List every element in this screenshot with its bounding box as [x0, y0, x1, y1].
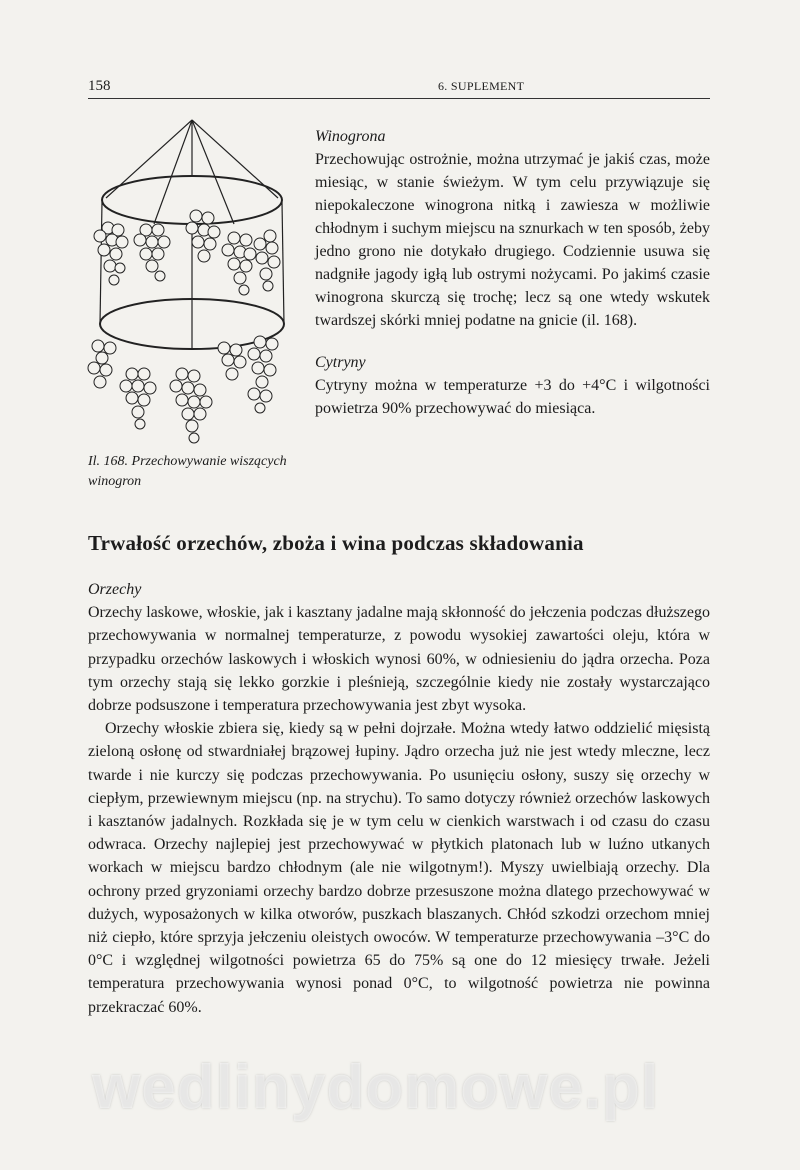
- main-text: [88, 578, 710, 1019]
- page-number: 158: [88, 78, 111, 94]
- grape-bunches: [88, 210, 280, 443]
- orzechy-paragraph-1: Orzechy laskowe, włoskie, jak i kasztany jadalne mają skłonność do jełczenia podczas dłuższego przechowywania w normalnej temperaturze, z powodu wysokiej zawartości oleju, która w przypadku orzechów laskowych i włoskich wynosi 60%, w odniesieniu do jądra orzecha. Poza tym orzechy stają się lekko gorzkie i pleśnieją, szczególnie kiedy nie zostały wystarczająco dobrze podsuszone i temperatura przechowywania jest zbyt wysoka.: [88, 604, 710, 715]
- orzechy-paragraph-2: Orzechy włoskie zbiera się, kiedy są w pełni dojrzałe. Można wtedy łatwo oddzielić mięsistą zieloną osłonę od stwardniałej brązowej łupiny. Jądro orzecha już nie jest wtedy mleczne, lecz twarde i nie kurczy się podczas przechowywania. Po usunięciu osłony, suszy się orzechy w ciepłym, przewiewnym miejscu (np. na strychu). To samo dotyczy również orzechów laskowych i kasztanów jadalnych. Rozkłada się je w tym celu w cienkich warstwach i od czasu do czasu odwraca. Orzechy najlepiej jest przechowywać w płytkich platonach lub w luźno utkanych workach w miejscu bardzo chłodnym (ale nie wilgotnym!). Myszy uwielbiają orzechy. Dla ochrony przed gryzoniami orzechy bardzo dobrze przesuszone można dlatego przechowywać w dużych, wyposażonych w kilka otworów, puszkach blaszanych. Chłód szkodzi orzechom mniej niż ciepło, które sprzyja jełczeniu oleistych owoców. W temperaturze przechowywania –3°C do 0°C i względnej wilgotności powietrza 65 do 75% są one do 12 miesięcy trwałe. Jeżeli temperatura przechowywania wynosi ponad 0°C, to wilgotność powietrza nie powinna przekraczać 60%.: [88, 720, 710, 1016]
- figure-caption: Il. 168. Przechowywanie wiszących winogron: [88, 454, 287, 489]
- cytryny-heading: Cytryny: [315, 354, 366, 371]
- hanging-grapes-illustration: [84, 118, 300, 458]
- cytryny-text: Cytryny można w temperaturze +3 do +4°C i wilgotności powietrza 90% przechowywać do miesiąca.: [315, 377, 710, 417]
- orzechy-heading: Orzechy: [88, 581, 142, 598]
- chapter-title: 6. SUPLEMENT: [438, 79, 525, 93]
- winogrona-text: Przechowując ostrożnie, można utrzymać je jakiś czas, może miesiąc, w stanie świeżym. W tym celu przywiązuje się niepokaleczone winogrona nitką i zawiesza w możliwie chłodnym i suchym miejscu na sznurkach w ten sposób, żeby jedno grono nie dotykało drugiego. Codziennie usuwa się nadgniłe jagody igłą lub ostrymi nożycami. Po jakimś czasie winogrona skurczą się trochę; lecz są one wtedy wskutek twardszej skórki mniej podatne na gnicie (il. 168).: [315, 151, 710, 329]
- running-header: [88, 76, 710, 99]
- site-watermark: wedlinydomowe.pl: [92, 1053, 660, 1122]
- section-title: Trwałość orzechów, zboża i wina podczas składowania: [88, 531, 584, 555]
- winogrona-heading: Winogrona: [315, 128, 386, 145]
- side-column: [315, 125, 710, 420]
